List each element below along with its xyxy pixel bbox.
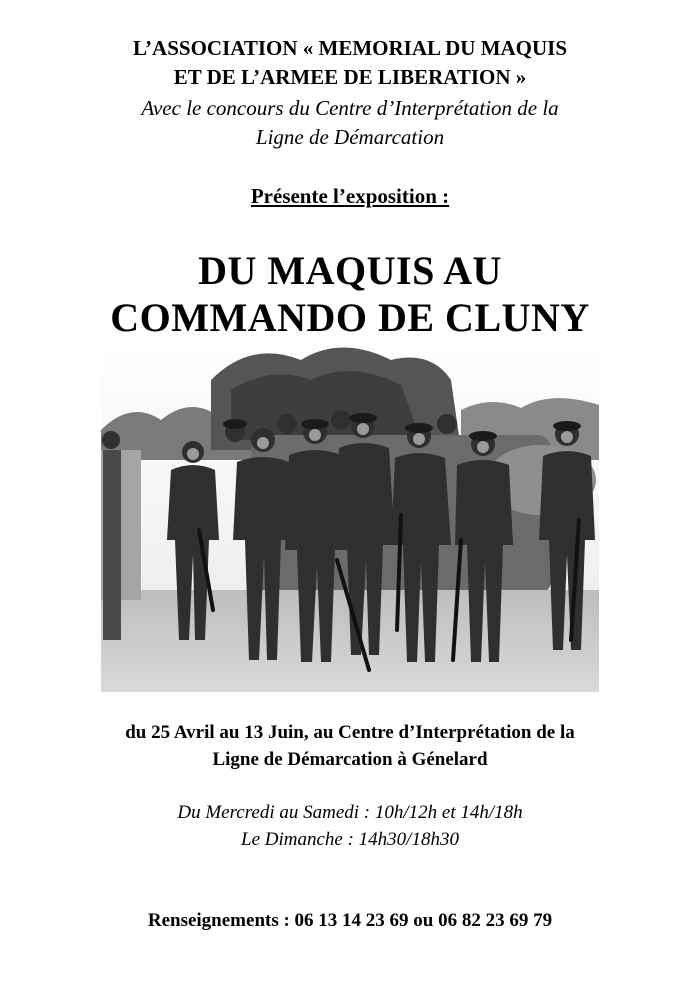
exhibition-title-line1: DU MAQUIS AU <box>198 248 502 293</box>
opening-hours-weekdays: Du Mercredi au Samedi : 10h/12h et 14h/18h <box>177 802 523 823</box>
association-name-line1: L’ASSOCIATION « MEMORIAL DU MAQUIS <box>132 36 568 60</box>
presents-heading: Présente l’exposition : <box>250 184 450 208</box>
event-dates-line1: du 25 Avril au 13 Juin, au Centre d’Interprétation de la <box>125 722 575 743</box>
presents-wrapper <box>0 184 700 209</box>
partner-line1: Avec le concours du Centre d’Interprétation de la <box>141 96 559 120</box>
partner-line2: Ligne de Démarcation <box>255 125 445 149</box>
opening-hours-sunday: Le Dimanche : 14h30/18h30 <box>241 829 459 850</box>
association-name-line2: ET DE L’ARMEE DE LIBERATION » <box>173 65 527 89</box>
event-dates-line2: Ligne de Démarcation à Génelard <box>212 749 488 770</box>
exhibition-title-line2: COMMANDO DE CLUNY <box>110 295 590 340</box>
contact-phone-numbers: Renseignements : 06 13 14 23 69 ou 06 82 23 69 79 <box>147 910 553 931</box>
group-photo-icon <box>101 340 599 692</box>
